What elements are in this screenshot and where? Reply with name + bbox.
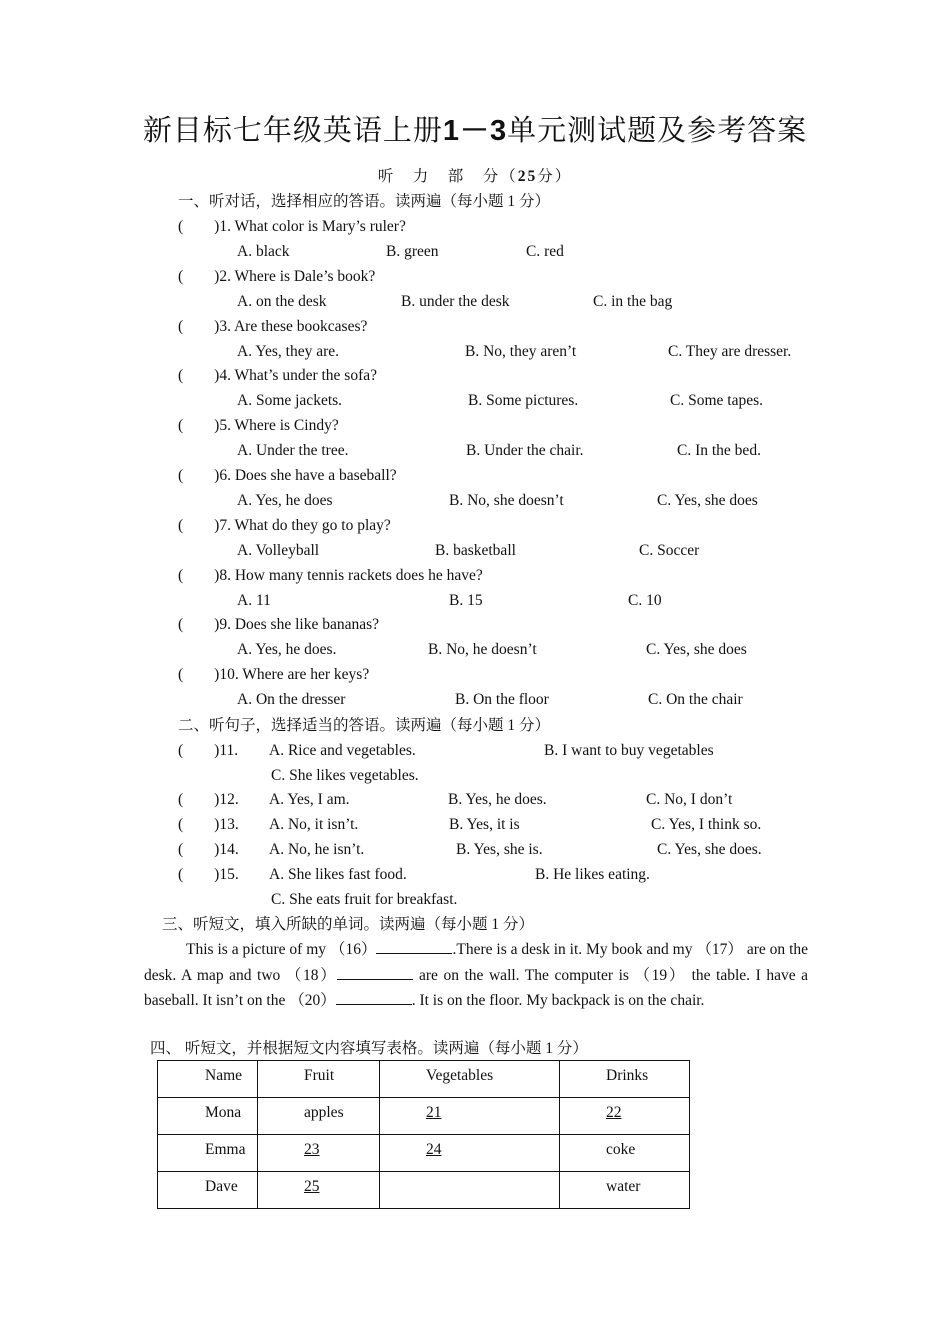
question-4-stem: ( )4. What’s under the sofa? [178,367,378,384]
cell-vegetables [380,1135,559,1159]
question-2-option-b: B. under the desk [401,293,510,310]
answer-blank-25: 25 [304,1178,320,1195]
question-2-option-c: C. in the bag [593,293,673,310]
question-5-option-a: A. Under the tree. [237,442,349,459]
question-9-option-a: A. Yes, he does. [237,641,337,658]
part3-heading: 三、听短文，填入所缺的单词。读两遍（每小题 1 分） [162,916,535,933]
header-drinks: Drinks [606,1067,649,1084]
answer-table [157,1060,690,1209]
question-8-option-b: B. 15 [449,592,483,609]
question-6-option-b: B. No, she doesn’t [449,492,564,509]
question-7-option-b: B. basketball [435,542,516,559]
q12-paren: ( )12. [178,791,239,808]
q11-option-b: B. I want to buy vegetables [544,742,714,759]
part1-heading: 一、听对话，选择相应的答语。读两遍（每小题 1 分） [178,193,551,210]
question-8-stem: ( )8. How many tennis rackets does he have? [178,567,483,584]
header-name: Name [205,1067,243,1084]
question-1-option-a: A. black [237,243,290,260]
section-heading: 听 力 部 分（25分） [377,168,573,185]
question-10-stem: ( )10. Where are her keys? [178,666,370,683]
question-3-option-a: A. Yes, they are. [237,343,340,360]
q12-option-c: C. No, I don’t [646,791,733,808]
cell-drinks: coke [606,1141,636,1158]
header-vegetables: Vegetables [426,1067,494,1084]
q14-paren: ( )14. [178,841,239,858]
question-4-option-c: C. Some tapes. [670,392,763,409]
question-1-stem: ( )1. What color is Mary’s ruler? [178,218,406,235]
q15-option-a: A. She likes fast food. [269,866,407,883]
table-row [158,1135,690,1172]
q14-option-c: C. Yes, she does. [657,841,762,858]
cell-vegetables [380,1172,559,1178]
q12-option-b: B. Yes, he does. [448,791,547,808]
question-6-option-a: A. Yes, he does [237,492,333,509]
blank-20 [336,988,412,1005]
blank-18 [337,963,413,980]
cell-drinks: water [606,1178,641,1195]
question-5-option-c: C. In the bed. [677,442,761,459]
question-3-option-b: B. No, they aren’t [465,343,577,360]
part4-heading: 四、 听短文，并根据短文内容填写表格。读两遍（每小题 1 分） [150,1040,588,1057]
q13-paren: ( )13. [178,816,239,833]
question-9-option-b: B. No, he doesn’t [428,641,537,658]
page-title: 新目标七年级英语上册1－3单元测试题及参考答案 [142,115,808,147]
answer-blank-22: 22 [606,1104,622,1121]
question-4-option-a: A. Some jackets. [237,392,343,409]
cell-name: Dave [205,1178,238,1195]
cell-name: Emma [205,1141,246,1158]
table-row [158,1172,690,1209]
question-2-stem: ( )2. Where is Dale’s book? [178,268,376,285]
q11-option-c: C. She likes vegetables. [271,767,419,784]
q11-option-a: A. Rice and vegetables. [269,742,416,759]
q14-option-a: A. No, he isn’t. [269,841,365,858]
cell-fruit [258,1135,379,1159]
question-9-stem: ( )9. Does she like bananas? [178,616,380,633]
q12-option-a: A. Yes, I am. [269,791,350,808]
question-10-option-b: B. On the floor [455,691,549,708]
cell-vegetables [380,1098,559,1122]
q13-option-a: A. No, it isn’t. [269,816,359,833]
question-2-option-a: A. on the desk [237,293,327,310]
question-7-option-a: A. Volleyball [237,542,320,559]
question-10-option-c: C. On the chair [648,691,743,708]
question-1-option-c: C. red [526,243,564,260]
question-3-stem: ( )3. Are these bookcases? [178,318,368,335]
answer-blank-21: 21 [426,1104,442,1121]
header-fruit: Fruit [304,1067,335,1084]
answer-blank-23: 23 [304,1141,320,1158]
question-3-option-c: C. They are dresser. [668,343,792,360]
q13-option-b: B. Yes, it is [449,816,520,833]
question-8-option-c: C. 10 [628,592,662,609]
cell-name: Mona [205,1104,242,1121]
part2-heading: 二、听句子，选择适当的答语。读两遍（每小题 1 分） [178,717,551,734]
question-1-option-b: B. green [386,243,439,260]
question-6-stem: ( )6. Does she have a baseball? [178,467,397,484]
question-5-option-b: B. Under the chair. [466,442,584,459]
q15-option-b: B. He likes eating. [535,866,650,883]
q15-option-c: C. She eats fruit for breakfast. [271,891,458,908]
q14-option-b: B. Yes, she is. [456,841,543,858]
question-7-option-c: C. Soccer [639,542,700,559]
cloze-passage: This is a picture of my （16） .There is a desk in it. My book and my （17） are on the desk. A map and two （18） are on the wall. The computer is （19） the table. I have a baseball. It isn’t on the （20） . It is on the floor. My backpack is on the chair. [144,937,808,1014]
table-header-row [158,1061,690,1098]
q11-paren: ( )11. [178,742,239,759]
question-6-option-c: C. Yes, she does [657,492,758,509]
question-8-option-a: A. 11 [237,592,271,609]
blank-16 [376,937,452,954]
question-4-option-b: B. Some pictures. [468,392,579,409]
answer-blank-24: 24 [426,1141,442,1158]
question-10-option-a: A. On the dresser [237,691,346,708]
question-7-stem: ( )7. What do they go to play? [178,517,391,534]
table-row [158,1098,690,1135]
question-9-option-c: C. Yes, she does [646,641,747,658]
cell-drinks [560,1098,689,1122]
q15-paren: ( )15. [178,866,239,883]
question-5-stem: ( )5. Where is Cindy? [178,417,339,434]
q13-option-c: C. Yes, I think so. [651,816,762,833]
cell-fruit [258,1172,379,1196]
cell-fruit: apples [304,1104,344,1121]
